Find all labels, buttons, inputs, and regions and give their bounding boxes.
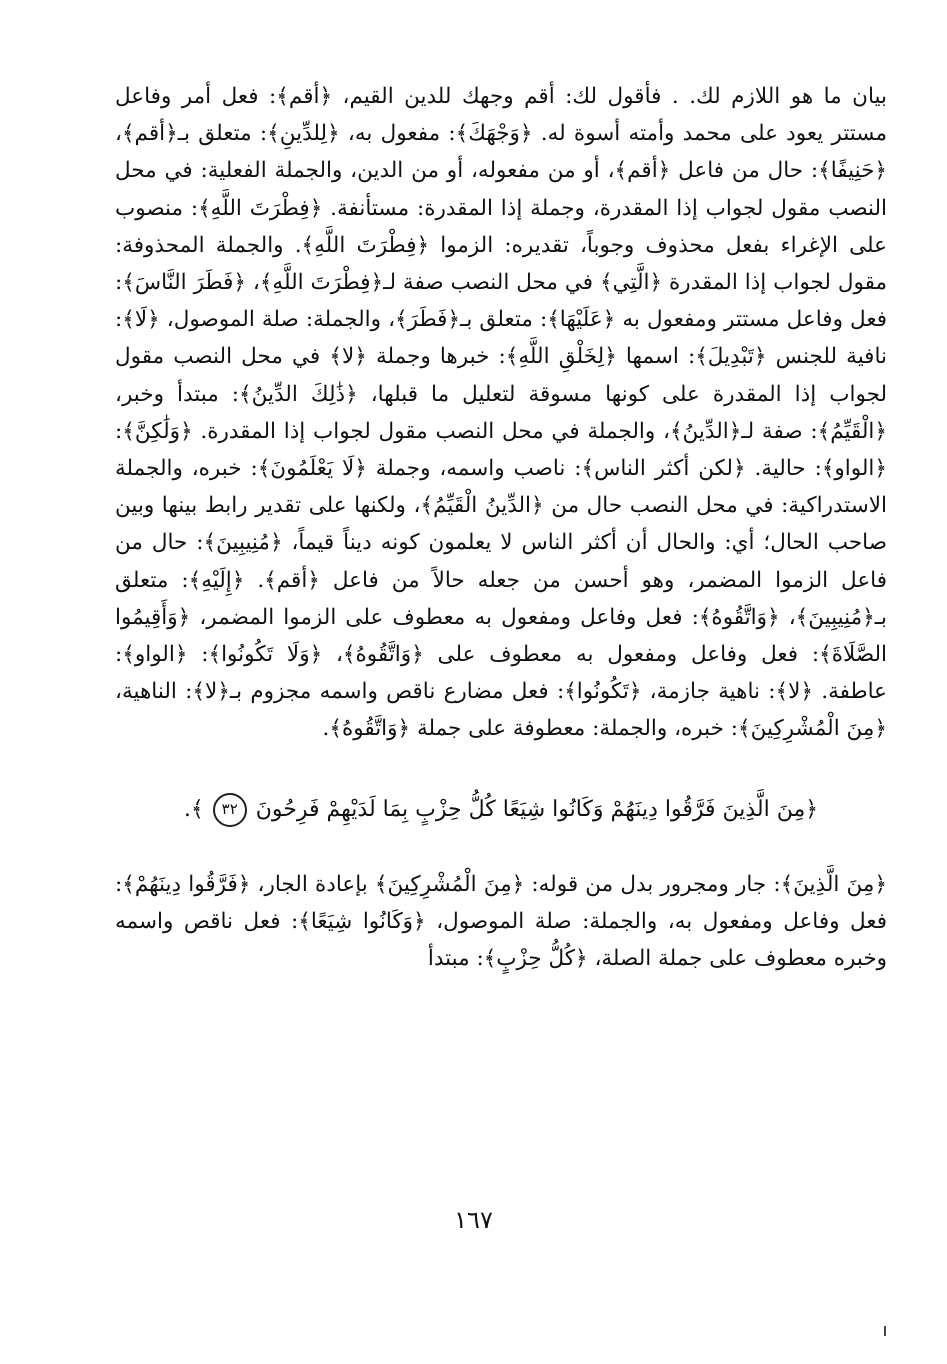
quran-verse-text: ﴿مِنَ الَّذِينَ فَرَّقُوا دِينَهُمْ وَكَانُوا شِيَعًا كُلُّ حِزْبٍ بِمَا لَدَيْهِمْ فَرِحُونَ — [255, 796, 819, 822]
quran-verse — [115, 790, 887, 830]
verse-number-badge: ٣٢ — [213, 793, 247, 827]
quran-verse-close: ﴾. — [183, 796, 204, 822]
scan-edge-mark — [884, 1326, 886, 1336]
page-number: ١٦٧ — [454, 1206, 493, 1234]
commentary-paragraph-1: بيان ما هو اللازم لك. . فأقول لك: أقم وجهك للدين القيم، ﴿أقم﴾: فعل أمر وفاعل مستتر يعود على محمد وأمته أسوة له. ﴿وَجْهَكَ﴾: مفعول به، ﴿لِلدِّينِ﴾: متعلق بـ﴿أقم﴾، ﴿حَنِيفًا﴾: حال من فاعل ﴿أقم﴾، أو من مفعوله، أو من الدين، والجملة الفعلية: في محل النصب مقول لجواب إذا المقدرة، وجملة إذا المقدرة: مستأنفة. ﴿فِطْرَتَ اللَّهِ﴾: منصوب على الإغراء بفعل محذوف وجوباً، تقديره: الزموا ﴿فِطْرَتَ اللَّهِ﴾. والجملة المحذوفة: مقول لجواب إذا المقدرة ﴿الَّتِي﴾ في محل النصب صفة لـ﴿فِطْرَتَ اللَّهِ﴾، ﴿فَطَرَ النَّاسَ﴾: فعل وفاعل مستتر ومفعول به ﴿عَلَيْهَا﴾: متعلق بـ﴿فَطَرَ﴾، والجملة: صلة الموصول، ﴿لَا﴾: نافية للجنس ﴿تَبْدِيلَ﴾: اسمها ﴿لِخَلْقِ اللَّهِ﴾: خبرها وجملة ﴿لا﴾ في محل النصب مقول لجواب إذا المقدرة على كونها مسوقة لتعليل ما قبلها، ﴿ذَٰلِكَ الدِّينُ﴾: مبتدأ وخبر، ﴿الْقَيِّمُ﴾: صفة لـ﴿الدِّينُ﴾، والجملة في محل النصب مقول لجواب إذا المقدرة. ﴿وَلَٰكِنَّ﴾: ﴿الواو﴾: حالية. ﴿لكن أكثر الناس﴾: ناصب واسمه، وجملة ﴿لَا يَعْلَمُونَ﴾: خبره، والجملة الاستدراكية: في محل النصب حال من ﴿الدِّينُ الْقَيِّمُ﴾، ولكنها على تقدير رابط بينها وبين صاحب الحال؛ أي: والحال أن أكثر الناس لا يعلمون كونه ديناً قيماً، ﴿مُنِيبِينَ﴾: حال من فاعل الزموا المضمر، وهو أحسن من جعله حالاً من فاعل ﴿أقم﴾. ﴿إِلَيْهِ﴾: متعلق بـ﴿مُنِيبِينَ﴾، ﴿وَاتَّقُوهُ﴾: فعل وفاعل ومفعول به معطوف على الزموا المضمر، ﴿وَأَقِيمُوا الصَّلَاةَ﴾: فعل وفاعل ومفعول به معطوف على ﴿وَاتَّقُوهُ﴾، ﴿وَلَا تَكُونُوا﴾: ﴿الواو﴾: عاطفة. ﴿لا﴾: ناهية جازمة، ﴿تَكُونُوا﴾: فعل مضارع ناقص واسمه مجزوم بـ﴿لا﴾: الناهية، ﴿مِنَ الْمُشْرِكِينَ﴾: خبره، والجملة: معطوفة على جملة ﴿وَاتَّقُوهُ﴾. — [115, 84, 887, 742]
page-body — [115, 78, 887, 1348]
commentary-paragraph-2: ﴿مِنَ الَّذِينَ﴾: جار ومجرور بدل من قوله: ﴿مِنَ الْمُشْرِكِينَ﴾ بإعادة الجار، ﴿فَرَّقُوا دِينَهُمْ﴾: فعل وفاعل ومفعول به، والجملة: صلة الموصول، ﴿وَكَانُوا شِيَعًا﴾: فعل ناقص واسمه وخبره معطوف على جملة الصلة، ﴿كُلُّ حِزْبٍ﴾: مبتدأ — [115, 871, 887, 972]
